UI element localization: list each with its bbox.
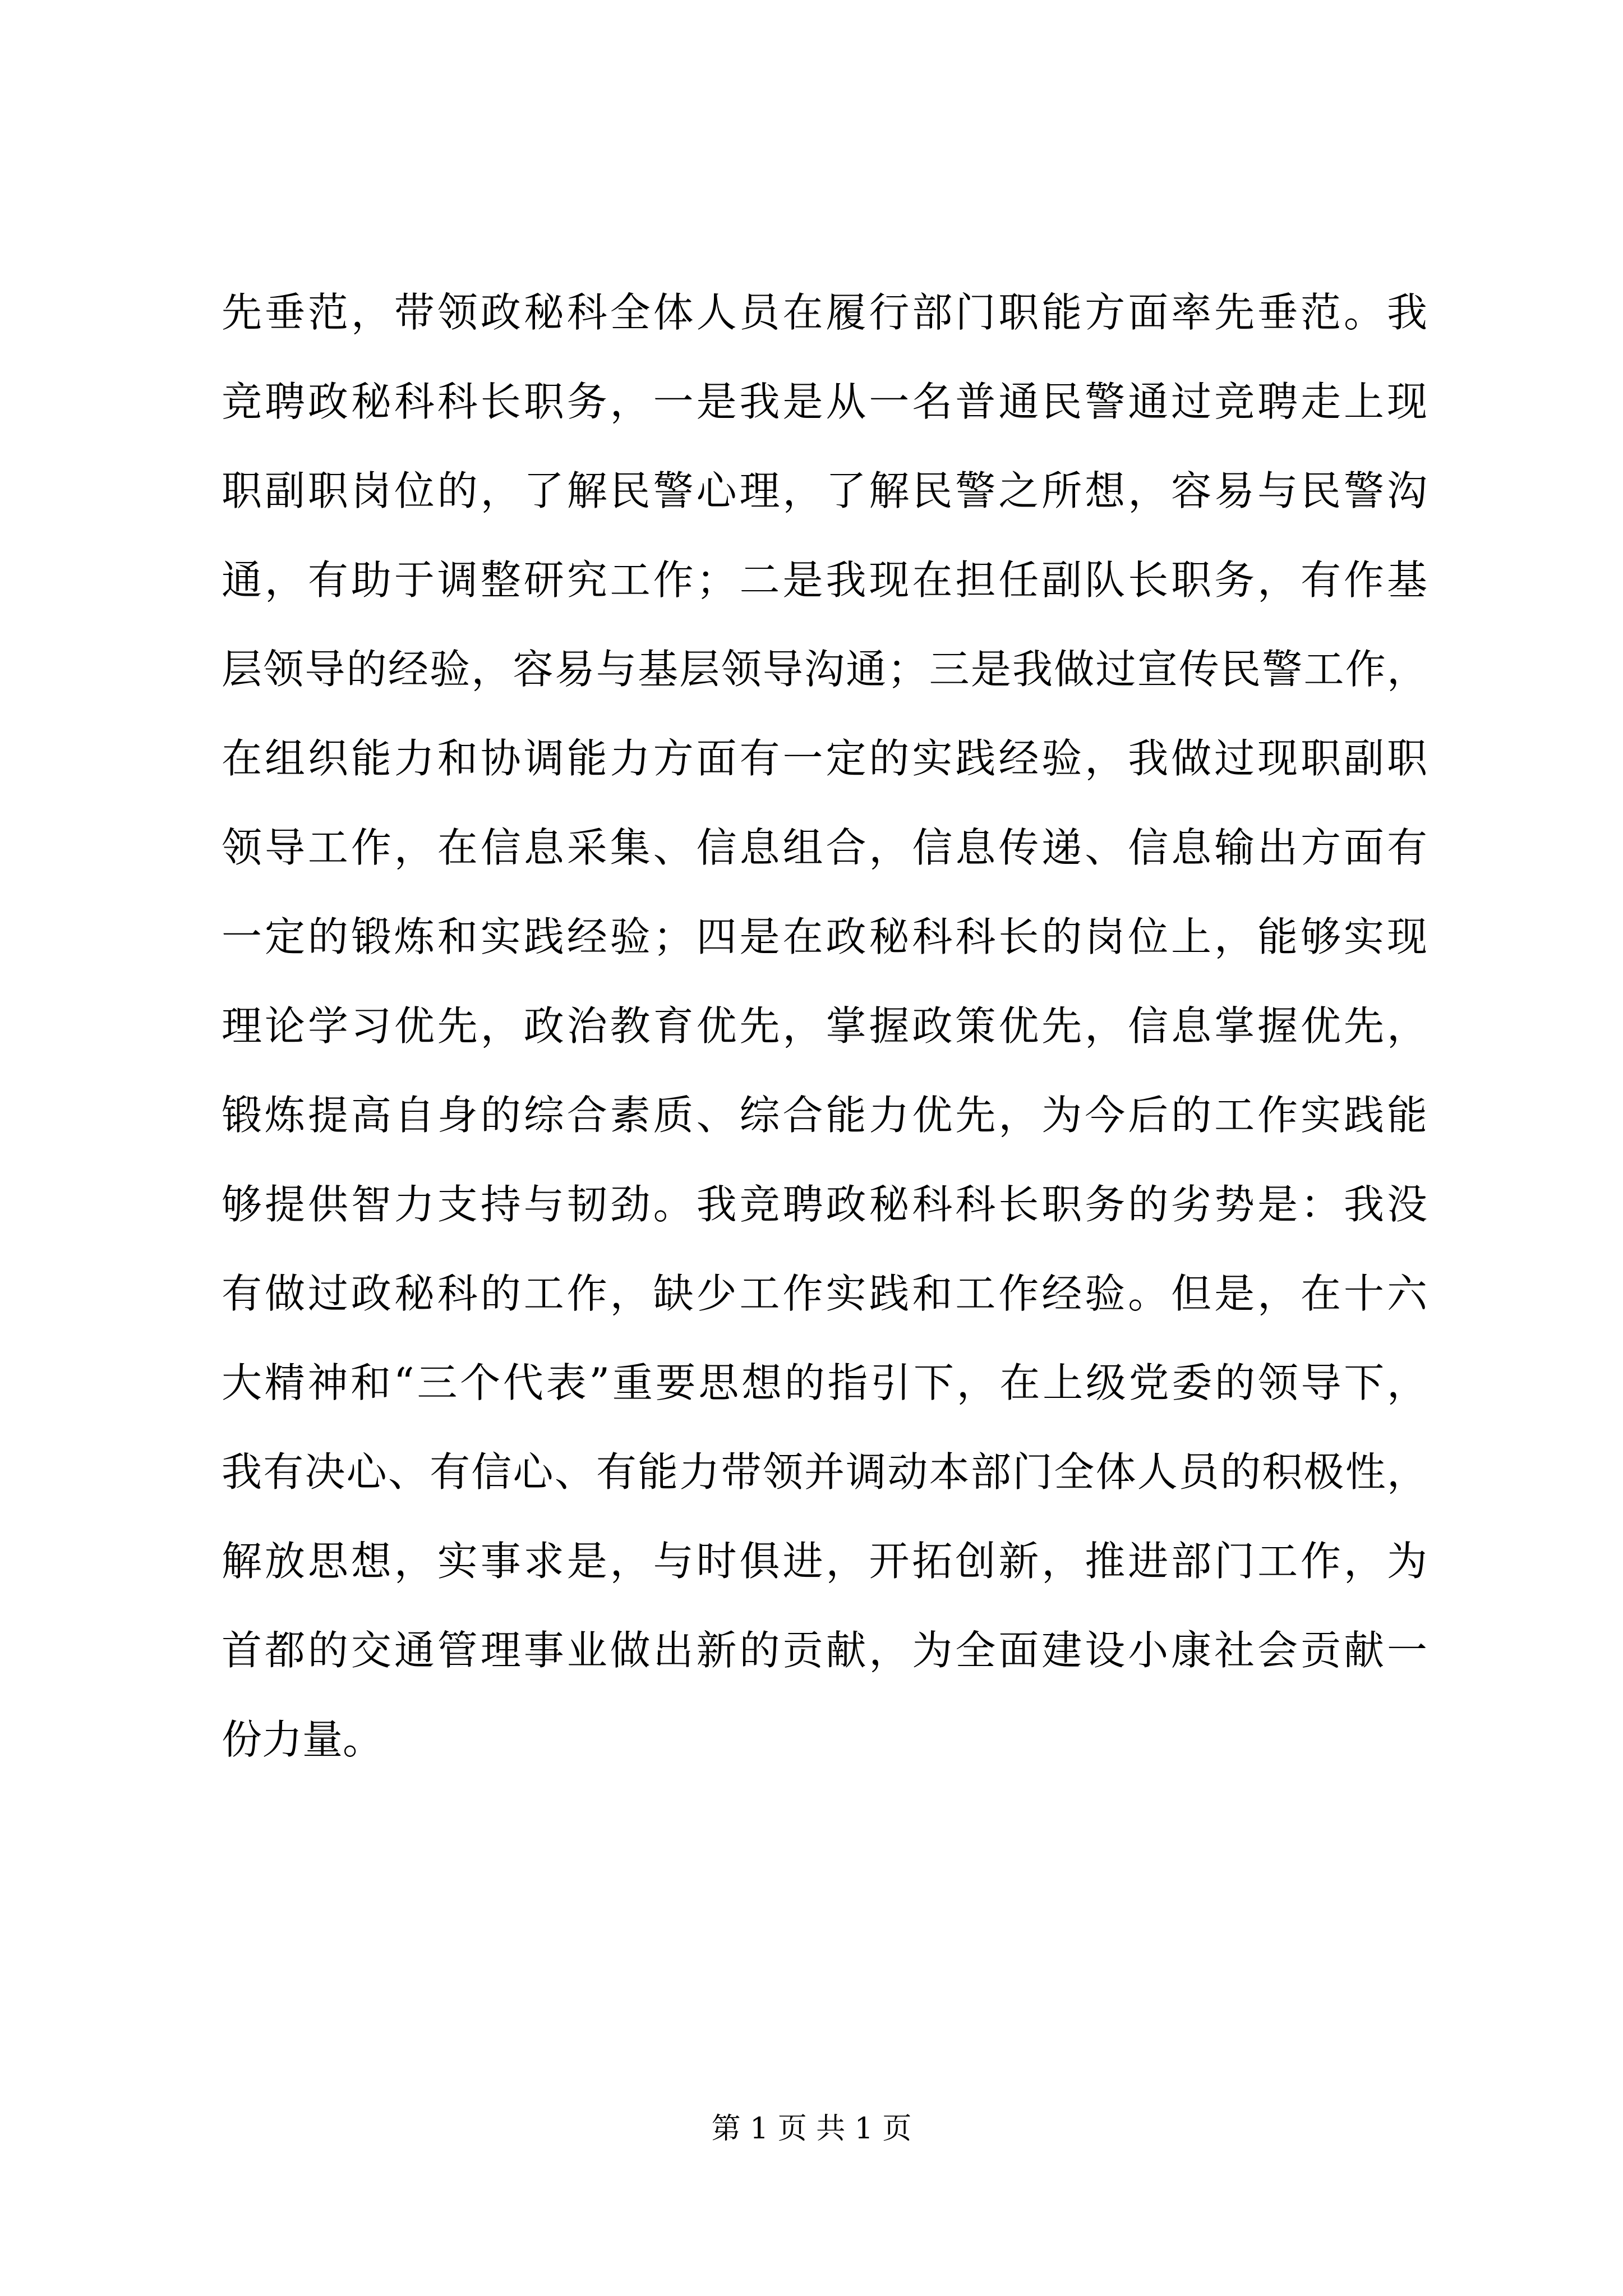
paragraph-line: 职副职岗位的，了解民警心理，了解民警之所想，容易与民警沟 — [222, 467, 1427, 514]
paragraph-line: 我有决心、有信心、有能力带领并调动本部门全体人员的积极性， — [222, 1448, 1427, 1496]
paragraph-line: 份力量。 — [222, 1716, 384, 1763]
paragraph-line: 够提供智力支持与韧劲。我竞聘政秘科科长职务的劣势是：我没 — [222, 1181, 1427, 1228]
paragraph-line: 先垂范，带领政秘科全体人员在履行部门职能方面率先垂范。我 — [222, 289, 1427, 336]
paragraph-line: 在组织能力和协调能力方面有一定的实践经验，我做过现职副职 — [222, 735, 1427, 782]
paragraph-line: 领导工作，在信息采集、信息组合，信息传递、信息输出方面有 — [222, 824, 1427, 871]
body-paragraph — [222, 268, 1427, 1784]
paragraph-line: 竞聘政秘科科长职务，一是我是从一名普通民警通过竞聘走上现 — [222, 378, 1427, 425]
paragraph-line: 解放思想，实事求是，与时俱进，开拓创新，推进部门工作，为 — [222, 1538, 1427, 1585]
paragraph-line: 一定的锻炼和实践经验；四是在政秘科科长的岗位上，能够实现 — [222, 913, 1427, 960]
page-footer: 第 1 页 共 1 页 — [711, 2112, 912, 2146]
paragraph-line: 有做过政秘科的工作，缺少工作实践和工作经验。但是，在十六 — [222, 1270, 1427, 1317]
paragraph-line: 理论学习优先，政治教育优先，掌握政策优先，信息掌握优先， — [222, 1002, 1427, 1050]
paragraph-line: 大精神和“三个代表”重要思想的指引下，在上级党委的领导下， — [222, 1359, 1427, 1406]
paragraph-line: 层领导的经验，容易与基层领导沟通；三是我做过宣传民警工作， — [222, 646, 1427, 693]
paragraph-line: 通，有助于调整研究工作；二是我现在担任副队长职务，有作基 — [222, 556, 1427, 604]
paragraph-line: 锻炼提高自身的综合素质、综合能力优先，为今后的工作实践能 — [222, 1092, 1427, 1139]
paragraph-line: 首都的交通管理事业做出新的贡献，为全面建设小康社会贡献一 — [222, 1627, 1427, 1674]
